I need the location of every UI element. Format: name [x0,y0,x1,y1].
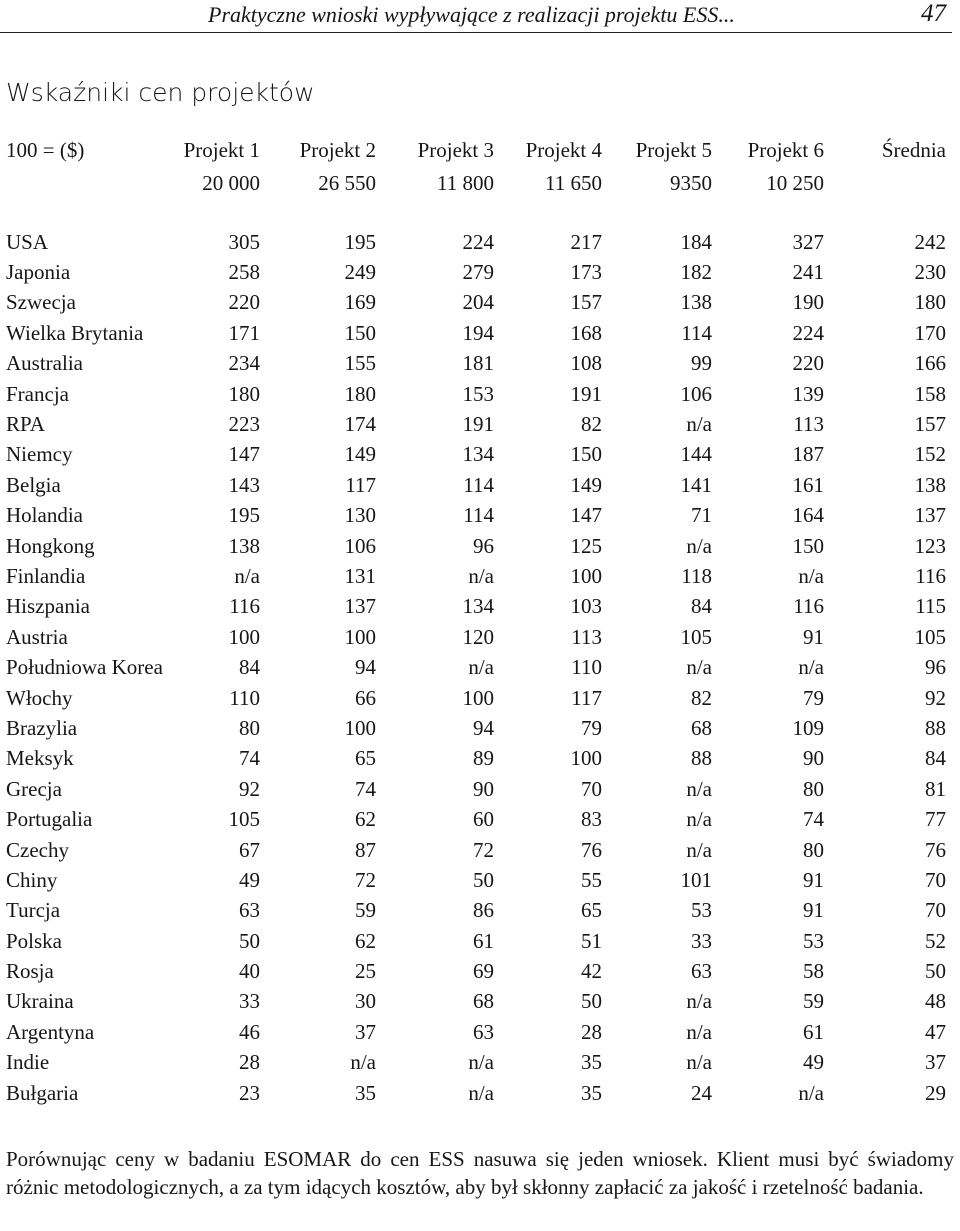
value-cell: 134 [462,442,494,467]
country-cell: Południowa Korea [6,655,163,680]
value-cell: 87 [355,837,376,862]
value-cell: 28 [581,1019,602,1044]
section-title: Wskaźniki cen projektów [6,78,315,107]
average-cell: 70 [925,898,946,923]
value-cell: 72 [473,837,494,862]
value-cell: 155 [344,351,376,376]
value-cell: 149 [344,442,376,467]
table-row [0,987,946,1017]
value-cell: 110 [229,685,260,710]
table-row [0,257,946,287]
value-cell: 24 [691,1080,712,1105]
table-row [0,774,946,804]
value-cell: 80 [803,776,824,801]
value-cell: 106 [344,533,376,558]
average-cell: 158 [914,381,946,406]
value-cell: 195 [228,503,260,528]
value-cell: 69 [473,959,494,984]
value-cell: 130 [344,503,376,528]
average-cell: 105 [914,624,946,649]
value-cell: 139 [792,381,824,406]
value-cell: 91 [803,867,824,892]
value-cell: 134 [462,594,494,619]
table-row [0,1078,946,1108]
value-cell: 49 [803,1050,824,1075]
value-cell: 138 [228,533,260,558]
value-cell: 60 [473,807,494,832]
country-cell: Francja [6,381,69,406]
value-cell: 82 [691,685,712,710]
average-cell: 92 [925,685,946,710]
country-cell: Portugalia [6,807,93,832]
average-cell: 116 [915,563,946,588]
average-cell: 52 [925,928,946,953]
country-cell: Niemcy [6,442,73,467]
table-row [0,713,946,743]
table-row [0,744,946,774]
country-cell: RPA [6,412,45,437]
value-cell: n/a [686,776,712,801]
table-row [0,561,946,591]
base-label: 100 = ($) [6,138,85,162]
average-cell: 76 [925,837,946,862]
value-cell: 82 [581,412,602,437]
value-cell: 50 [581,989,602,1014]
value-cell: 23 [239,1080,260,1105]
value-cell: 88 [691,746,712,771]
average-cell: 47 [925,1019,946,1044]
value-cell: 59 [803,989,824,1014]
value-cell: 37 [355,1019,376,1044]
table-row [0,288,946,318]
country-cell: Turcja [6,898,61,923]
value-cell: 35 [581,1080,602,1105]
value-cell: 220 [792,351,824,376]
table-row [0,956,946,986]
country-cell: Austria [6,624,68,649]
value-cell: 147 [228,442,260,467]
value-cell: 137 [344,594,376,619]
value-cell: 90 [473,776,494,801]
table-row [0,865,946,895]
value-cell: 61 [473,928,494,953]
value-cell: 91 [803,624,824,649]
value-cell: 100 [570,746,602,771]
country-cell: Włochy [6,685,73,710]
value-cell: 117 [571,685,602,710]
value-cell: 180 [344,381,376,406]
value-cell: 55 [581,867,602,892]
table-body [0,201,946,1108]
table-row [0,896,946,926]
table-row [0,804,946,834]
value-cell: 164 [792,503,824,528]
country-cell: Chiny [6,867,58,892]
value-cell: n/a [468,1080,494,1105]
value-cell: n/a [686,807,712,832]
value-cell: n/a [686,1019,712,1044]
table-spacer [0,201,946,227]
value-cell: 113 [793,412,824,437]
base-values-row [0,171,946,201]
value-cell: 144 [680,442,712,467]
table-row [0,470,946,500]
value-cell: 100 [462,685,494,710]
value-cell: 42 [581,959,602,984]
value-cell: 68 [691,715,712,740]
value-cell: 25 [355,959,376,984]
value-cell: 173 [570,260,602,285]
value-cell: 80 [803,837,824,862]
value-cell: n/a [686,1050,712,1075]
table-row [0,379,946,409]
country-cell: Argentyna [6,1019,95,1044]
country-cell: Rosja [6,959,54,984]
value-cell: 116 [229,594,260,619]
value-cell: 63 [239,898,260,923]
value-cell: 191 [570,381,602,406]
average-cell: 88 [925,715,946,740]
base-value: 10 250 [766,171,824,195]
value-cell: 105 [680,624,712,649]
average-cell: 50 [925,959,946,984]
value-cell: n/a [234,563,260,588]
country-cell: Finlandia [6,563,86,588]
value-cell: 49 [239,867,260,892]
value-cell: 114 [681,320,712,345]
value-cell: 106 [680,381,712,406]
project-header: Projekt 3 [417,138,494,162]
country-cell: Hiszpania [6,594,90,619]
country-cell: Brazylia [6,715,78,740]
value-cell: 30 [355,989,376,1014]
average-cell: 152 [914,442,946,467]
value-cell: 327 [792,229,824,254]
value-cell: 50 [473,867,494,892]
value-cell: 62 [355,928,376,953]
value-cell: 171 [228,320,260,345]
value-cell: n/a [468,563,494,588]
value-cell: 108 [570,351,602,376]
value-cell: 117 [345,472,376,497]
table-row [0,622,946,652]
price-index-table [0,138,946,1108]
average-cell: 77 [925,807,946,832]
table-row [0,652,946,682]
average-cell: 123 [914,533,946,558]
country-cell: Meksyk [6,746,74,771]
value-cell: n/a [686,655,712,680]
value-cell: 96 [473,533,494,558]
base-value: 26 550 [318,171,376,195]
project-header: Projekt 4 [525,138,602,162]
value-cell: 258 [228,260,260,285]
value-cell: n/a [686,412,712,437]
value-cell: 204 [462,290,494,315]
table-row [0,501,946,531]
value-cell: 138 [680,290,712,315]
value-cell: 72 [355,867,376,892]
empty-cell [824,171,946,201]
project-header: Projekt 1 [183,138,260,162]
value-cell: 70 [581,776,602,801]
value-cell: 217 [570,229,602,254]
value-cell: 35 [581,1050,602,1075]
country-cell: Holandia [6,503,83,528]
value-cell: 33 [691,928,712,953]
country-cell: Polska [6,928,63,953]
value-cell: 105 [228,807,260,832]
average-cell: 242 [914,229,946,254]
value-cell: 220 [228,290,260,315]
value-cell: 100 [344,715,376,740]
value-cell: 94 [355,655,376,680]
value-cell: 40 [239,959,260,984]
value-cell: 143 [228,472,260,497]
average-cell: 115 [915,594,946,619]
conclusion-paragraph: Porównując ceny w badaniu ESOMAR do cen ESS nasuwa się jeden wniosek. Klient musi być świadomy różnic metodologicznych, a za tym idących kosztów, aby był skłonny zapłacić za jakość i rzetelność badania. [6,1147,954,1199]
value-cell: 100 [228,624,260,649]
average-cell: 138 [914,472,946,497]
value-cell: 174 [344,412,376,437]
value-cell: 28 [239,1050,260,1075]
average-cell: 180 [914,290,946,315]
value-cell: 149 [570,472,602,497]
value-cell: 53 [803,928,824,953]
value-cell: 184 [680,229,712,254]
base-value: 11 800 [437,171,494,195]
value-cell: 191 [462,412,494,437]
country-cell: Ukraina [6,989,74,1014]
value-cell: 91 [803,898,824,923]
value-cell: 46 [239,1019,260,1044]
value-cell: 51 [581,928,602,953]
value-cell: 279 [462,260,494,285]
value-cell: 35 [355,1080,376,1105]
value-cell: 194 [462,320,494,345]
average-cell: 170 [914,320,946,345]
table-row [0,318,946,348]
value-cell: 181 [462,351,494,376]
value-cell: 80 [239,715,260,740]
value-cell: 74 [355,776,376,801]
empty-cell [0,171,170,201]
value-cell: 305 [228,229,260,254]
value-cell: 114 [463,472,494,497]
value-cell: 65 [355,746,376,771]
value-cell: 234 [228,351,260,376]
value-cell: 182 [680,260,712,285]
country-cell: Japonia [6,260,71,285]
country-cell: Wielka Brytania [6,320,144,345]
value-cell: 76 [581,837,602,862]
value-cell: 53 [691,898,712,923]
value-cell: 180 [228,381,260,406]
value-cell: 118 [681,563,712,588]
table-row [0,409,946,439]
value-cell: 89 [473,746,494,771]
country-cell: Czechy [6,837,69,862]
country-cell: Szwecja [6,290,76,315]
value-cell: n/a [468,1050,494,1075]
table-row [0,835,946,865]
average-cell: 157 [914,412,946,437]
value-cell: 99 [691,351,712,376]
value-cell: 63 [473,1019,494,1044]
value-cell: 114 [463,503,494,528]
value-cell: 100 [570,563,602,588]
value-cell: 84 [239,655,260,680]
average-cell: 70 [925,867,946,892]
running-head-title: Praktyczne wnioski wypływające z realizacji projektu ESS... [208,2,735,27]
value-cell: n/a [686,533,712,558]
value-cell: n/a [798,1080,824,1105]
value-cell: 74 [803,807,824,832]
country-cell: Belgia [6,472,61,497]
value-cell: n/a [686,989,712,1014]
country-cell: Hongkong [6,533,95,558]
page-number: 47 [921,0,946,27]
table-row [0,349,946,379]
value-cell: 224 [462,229,494,254]
base-value: 9350 [670,171,712,195]
average-cell: 96 [925,655,946,680]
table-row [0,592,946,622]
value-cell: 150 [344,320,376,345]
value-cell: 67 [239,837,260,862]
country-cell: Grecja [6,776,62,801]
running-head [0,0,952,33]
table-header-row [0,138,946,171]
table-row [0,1017,946,1047]
value-cell: 71 [691,503,712,528]
value-cell: 83 [581,807,602,832]
value-cell: 86 [473,898,494,923]
table-row [0,440,946,470]
value-cell: 161 [792,472,824,497]
value-cell: 100 [344,624,376,649]
average-cell: 81 [925,776,946,801]
value-cell: 92 [239,776,260,801]
value-cell: 103 [570,594,602,619]
table-row [0,1048,946,1078]
value-cell: 101 [680,867,712,892]
value-cell: 223 [228,412,260,437]
project-header: Projekt 5 [635,138,712,162]
value-cell: 113 [571,624,602,649]
value-cell: 116 [793,594,824,619]
country-cell: USA [6,229,49,254]
value-cell: 195 [344,229,376,254]
average-cell: 166 [914,351,946,376]
average-header: Średnia [881,138,946,162]
value-cell: 90 [803,746,824,771]
value-cell: 141 [680,472,712,497]
value-cell: 190 [792,290,824,315]
project-header: Projekt 6 [747,138,824,162]
value-cell: 65 [581,898,602,923]
base-value: 11 650 [545,171,602,195]
value-cell: 147 [570,503,602,528]
average-cell: 84 [925,746,946,771]
country-cell: Indie [6,1050,50,1075]
value-cell: 62 [355,807,376,832]
table-row [0,926,946,956]
value-cell: 50 [239,928,260,953]
value-cell: 150 [570,442,602,467]
value-cell: 168 [570,320,602,345]
value-cell: 109 [792,715,824,740]
value-cell: 68 [473,989,494,1014]
value-cell: 224 [792,320,824,345]
average-cell: 137 [914,503,946,528]
value-cell: 79 [803,685,824,710]
value-cell: n/a [350,1050,376,1075]
value-cell: 187 [792,442,824,467]
value-cell: 74 [239,746,260,771]
value-cell: 84 [691,594,712,619]
average-cell: 29 [925,1080,946,1105]
base-value: 20 000 [202,171,260,195]
value-cell: 249 [344,260,376,285]
table-row [0,683,946,713]
value-cell: 33 [239,989,260,1014]
value-cell: 59 [355,898,376,923]
value-cell: n/a [468,655,494,680]
value-cell: 94 [473,715,494,740]
value-cell: 110 [571,655,602,680]
value-cell: 120 [462,624,494,649]
value-cell: 150 [792,533,824,558]
value-cell: 241 [792,260,824,285]
table-row [0,531,946,561]
country-cell: Australia [6,351,83,376]
value-cell: 63 [691,959,712,984]
value-cell: 66 [355,685,376,710]
value-cell: 79 [581,715,602,740]
value-cell: 131 [344,563,376,588]
average-cell: 230 [914,260,946,285]
value-cell: n/a [798,655,824,680]
table-row [0,227,946,257]
value-cell: n/a [798,563,824,588]
value-cell: n/a [686,837,712,862]
value-cell: 125 [570,533,602,558]
value-cell: 157 [570,290,602,315]
value-cell: 58 [803,959,824,984]
value-cell: 153 [462,381,494,406]
value-cell: 169 [344,290,376,315]
project-header: Projekt 2 [299,138,376,162]
value-cell: 61 [803,1019,824,1044]
country-cell: Bułgaria [6,1080,79,1105]
average-cell: 48 [925,989,946,1014]
average-cell: 37 [925,1050,946,1075]
